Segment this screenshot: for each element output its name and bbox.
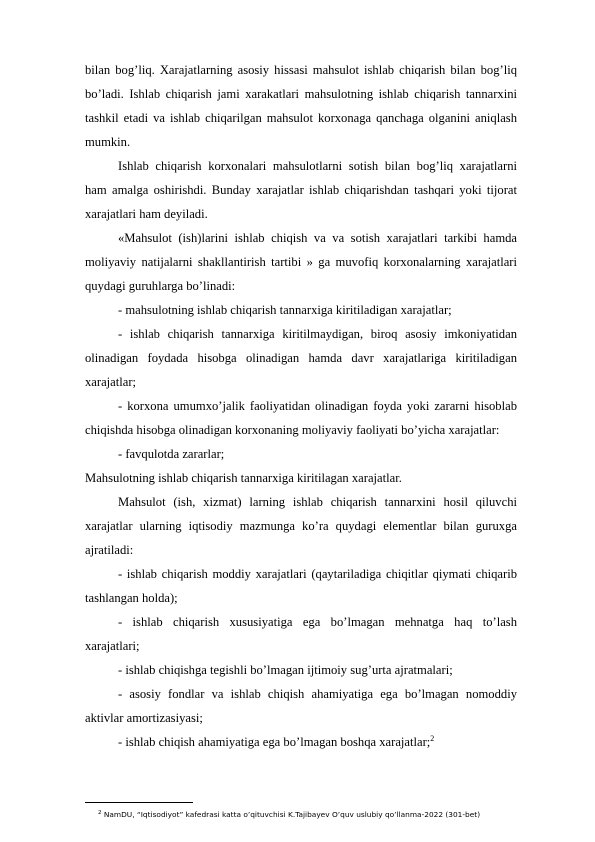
paragraph-sales-expenses: Ishlab chiqarish korxonalari mahsulotlarni sotish bilan bog’liq xarajatlarni ham amalga oshirishdi. Bunday xarajatlar ishlab chiqarishdan tashqari yoki tijorat xarajatlari ham deyiladi.	[85, 159, 517, 221]
list-item-text: - ishlab chiqish ahamiyatiga ega bo’lmagan boshqa xarajatlar;	[118, 735, 431, 749]
list-item: - ishlab chiqarish xususiyatiga ega bo’lmagan mehnatga haq to’lash xarajatlari;	[85, 615, 517, 653]
list-item: - ishlab chiqarish tannarxiga kiritilmaydigan, biroq asosiy imkoniyatidan olinadigan foydada hisobga olinadigan hamda davr xarajatlariga kiritiladigan xarajatlar;	[85, 327, 517, 389]
list-item: - ishlab chiqishga tegishli bo’lmagan ijtimoiy sug’urta ajratmalari;	[118, 663, 453, 677]
list-item: - korxona umumxo’jalik faoliyatidan olinadigan foyda yoki zararni hisoblab chiqishda hisobga olinadigan korxonaning moliyaviy faoliyati bo’yicha xarajatlar:	[85, 399, 517, 437]
body-text	[85, 58, 517, 754]
list-item: - mahsulotning ishlab chiqarish tannarxiga kiritiladigan xarajatlar;	[118, 303, 452, 317]
paragraph-cost-structure: «Mahsulot (ish)larini ishlab chiqish va va sotish xarajatlari tarkibi hamda moliyaviy natijalarni shakllantirish tartibi » ga muvofiq korxonalarning xarajatlari quydagi guruhlarga bo’linadi:	[85, 231, 517, 293]
footnote-divider	[85, 802, 193, 803]
footnote-number: 2	[98, 810, 102, 816]
footnote-text: NamDU, “Iqtisodiyot” kafedrasi katta o’qituvchisi K.Tajibayev O’quv uslubiy qo’llanma-2022 (301-bet)	[103, 810, 481, 819]
list-item-with-footnote	[85, 730, 517, 754]
list-item: - favqulotda zararlar;	[118, 447, 225, 461]
list-item: - asosiy fondlar va ishlab chiqish ahamiyatiga ega bo’lmagan nomoddiy aktivlar amortizasiyasi;	[85, 687, 517, 725]
footnote	[98, 809, 538, 820]
section-heading: Mahsulotning ishlab chiqarish tannarxiga kiritilagan xarajatlar.	[85, 471, 402, 485]
paragraph-continuation: bilan bog’liq. Xarajatlarning asosiy hissasi mahsulot ishlab chiqarish bilan bog’liq bo’ladi. Ishlab chiqarish jami xarakatlari mahsulotning ishlab chiqarish tannarxini tashkil etadi va ishlab chiqarilgan mahsulot korxonaga qanchaga olganini aniqlash mumkin.	[85, 63, 517, 149]
footnote-reference: 2	[430, 734, 435, 743]
list-item: - ishlab chiqarish moddiy xarajatlari (qaytariladiga chiqitlar qiymati chiqarib tashlangan holda);	[85, 567, 517, 605]
paragraph-cost-elements: Mahsulot (ish, xizmat) larning ishlab chiqarish tannarxini hosil qiluvchi xarajatlar ularning iqtisodiy mazmunga ko’ra quydagi elementlar bilan guruxga ajratiladi:	[85, 495, 517, 557]
